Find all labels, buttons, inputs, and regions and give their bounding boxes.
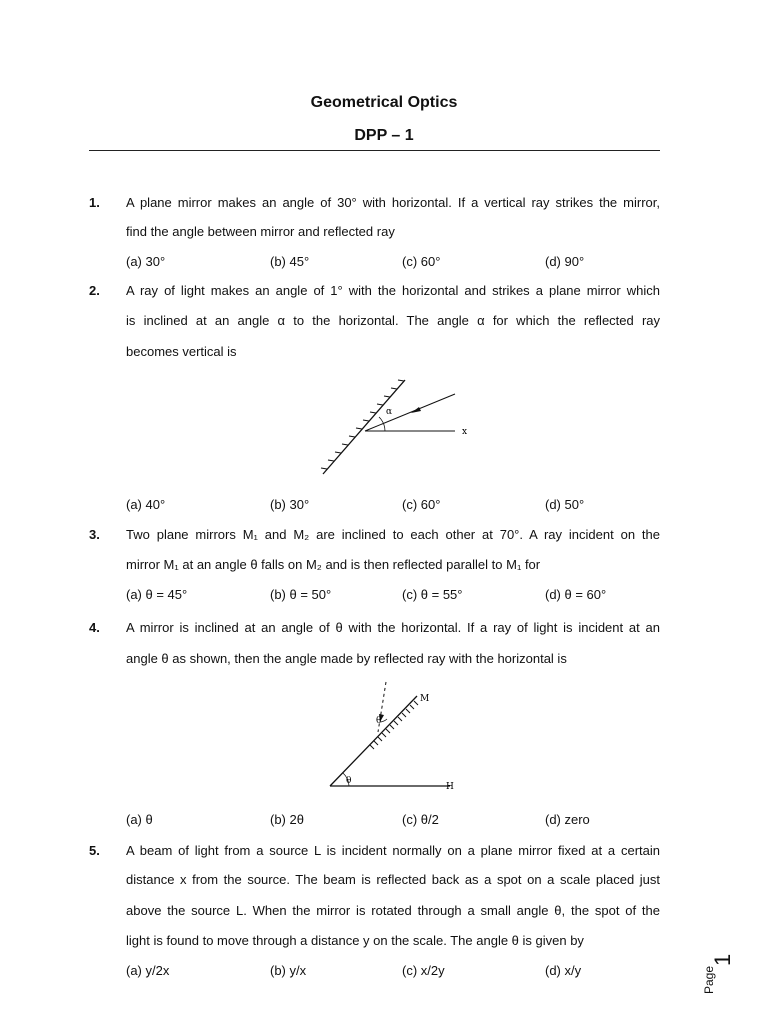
page-subtitle: DPP – 1 (354, 127, 414, 144)
option-d: (d) 50° (545, 497, 585, 512)
question-text-line: A mirror is inclined at an angle of θ with the horizontal. If a ray of light is incident at an (126, 620, 660, 635)
option-b: (b) 2θ (270, 812, 304, 827)
question-number: 5. (89, 843, 100, 858)
x-label: x (462, 427, 468, 437)
question-number: 3. (89, 527, 100, 542)
option-d: (d) θ = 60° (545, 587, 607, 602)
option-c: (c) θ = 55° (402, 587, 463, 602)
question-number: 1. (89, 195, 100, 210)
option-d: (d) 90° (545, 254, 585, 269)
option-d: (d) x/y (545, 963, 582, 978)
question-text-line: A beam of light from a source L is incident normally on a plane mirror fixed at a certain (126, 843, 660, 858)
option-a: (a) y/2x (126, 963, 170, 978)
option-a: (a) 30° (126, 254, 166, 269)
theta-bottom-label: θ (346, 776, 352, 786)
option-a: (a) θ = 45° (126, 587, 188, 602)
question-number: 4. (89, 620, 100, 635)
page-footer (688, 940, 735, 1000)
option-d: (d) zero (545, 812, 590, 827)
theta-top-label: θ (376, 716, 382, 726)
option-b: (b) 45° (270, 254, 310, 269)
option-c: (c) 60° (402, 497, 441, 512)
question-text-line: find the angle between mirror and reflected ray (126, 224, 395, 239)
question-number: 2. (89, 283, 100, 298)
page-label: Page (702, 965, 716, 994)
question-text-line: is inclined at an angle α to the horizontal. The angle α for which the reflected ray (126, 313, 660, 328)
question-text-line: Two plane mirrors M₁ and M₂ are inclined to each other at 70°. A ray incident on the (126, 527, 660, 542)
option-a: (a) 40° (126, 497, 166, 512)
alpha-label: α (386, 407, 393, 417)
m-label: M (420, 694, 430, 704)
page-title: Geometrical Optics (310, 94, 458, 111)
option-b: (b) 30° (270, 497, 310, 512)
h-label: H (446, 782, 454, 792)
option-b: (b) y/x (270, 963, 307, 978)
header-rule (89, 150, 660, 151)
option-c: (c) 60° (402, 254, 441, 269)
mirror-ray-diagram-q2 (315, 372, 480, 480)
option-a: (a) θ (126, 812, 153, 827)
question-text-line: A plane mirror makes an angle of 30° with horizontal. If a vertical ray strikes the mirror, (126, 195, 660, 210)
question-text-line: distance x from the source. The beam is reflected back as a spot on a scale placed just (126, 872, 660, 887)
question-text-line: above the source L. When the mirror is rotated through a small angle θ, the spot of the (126, 903, 660, 918)
question-text-line: light is found to move through a distance y on the scale. The angle θ is given by (126, 933, 584, 948)
question-text-line: A ray of light makes an angle of 1° with the horizontal and strikes a plane mirror which (126, 283, 660, 298)
question-text-line: mirror M₁ at an angle θ falls on M₂ and is then reflected parallel to M₁ for (126, 557, 541, 572)
mirror-ray-diagram-q4 (325, 672, 475, 792)
question-text-line: becomes vertical is (126, 344, 237, 359)
option-b: (b) θ = 50° (270, 587, 332, 602)
option-c: (c) θ/2 (402, 812, 439, 827)
option-c: (c) x/2y (402, 963, 445, 978)
question-text-line: angle θ as shown, then the angle made by reflected ray with the horizontal is (126, 651, 567, 666)
page-number: 1 (710, 953, 735, 966)
